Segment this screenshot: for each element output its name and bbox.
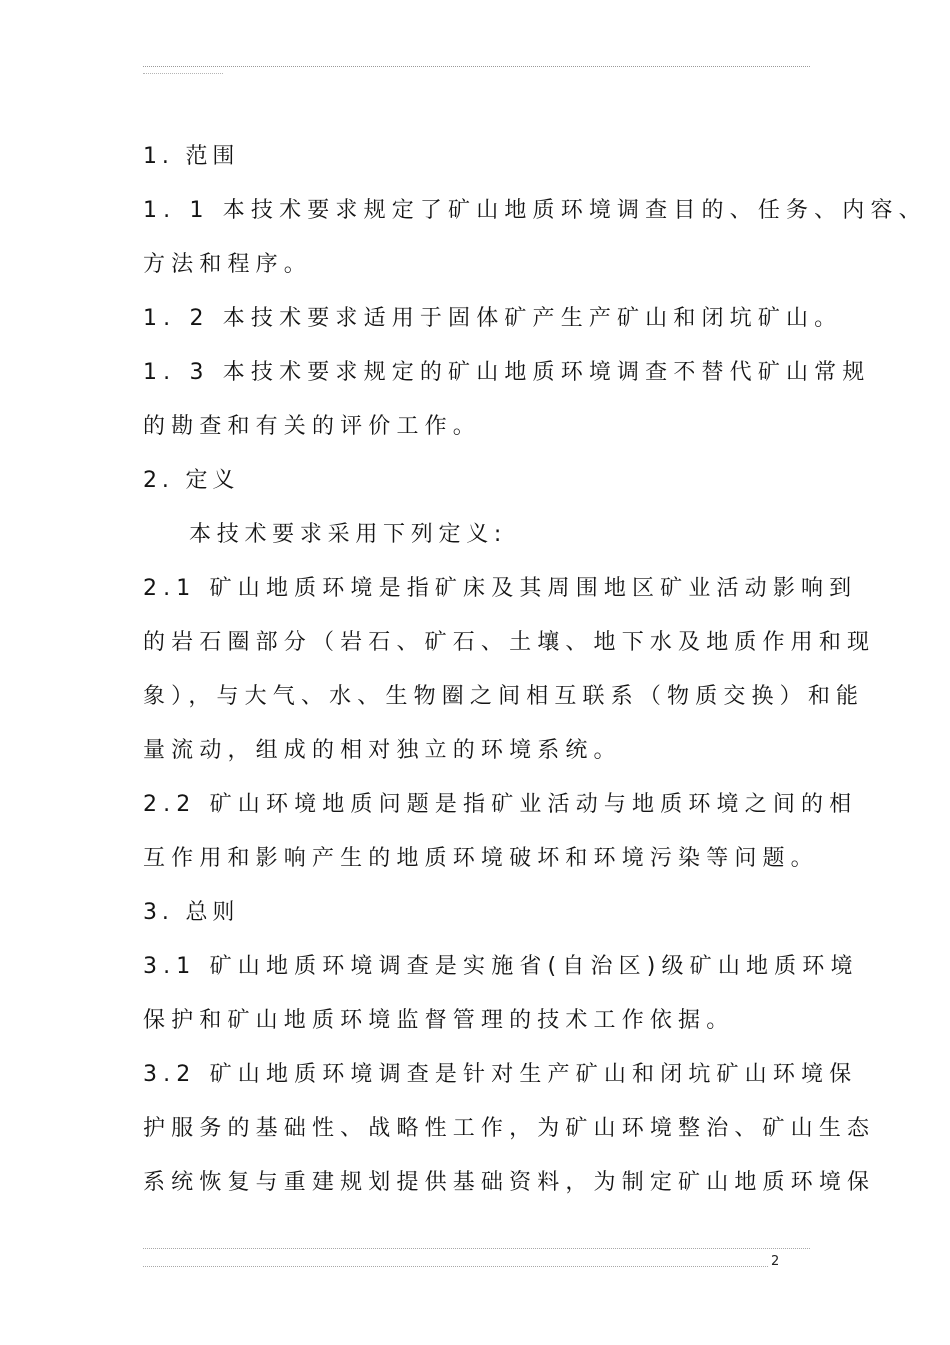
header-line-artifact: [143, 64, 810, 80]
paragraph-line: 3.2 矿山地质环境调查是针对生产矿山和闭坑矿山环境保: [143, 1062, 858, 1087]
footer-dotted-line: [143, 1248, 810, 1249]
section-heading-1: 1. 范围: [143, 144, 240, 169]
section-heading-2: 2. 定义: [143, 468, 240, 493]
paragraph-line: 的岩石圈部分（岩石、矿石、土壤、地下水及地质作用和现: [143, 630, 876, 655]
section-heading-3: 3. 总则: [143, 900, 240, 925]
paragraph-line: 1. 2 本技术要求适用于固体矿产生产矿山和闭坑矿山。: [143, 306, 843, 331]
footer-line-artifact: [143, 1240, 810, 1274]
paragraph-line: 2.2 矿山环境地质问题是指矿业活动与地质环境之间的相: [143, 792, 858, 817]
paragraph-line: 2.1 矿山地质环境是指矿床及其周围地区矿业活动影响到: [143, 576, 858, 601]
paragraph-line: 量流动，组成的相对独立的环境系统。: [143, 738, 622, 763]
paragraph-line: 互作用和影响产生的地质环境破坏和环境污染等问题。: [143, 846, 819, 871]
header-dotted-line-short: [143, 73, 223, 74]
page-number: 2: [771, 1254, 780, 1269]
paragraph-line: 的勘查和有关的评价工作。: [143, 414, 481, 439]
paragraph-line: 本技术要求采用下列定义:: [189, 522, 508, 547]
paragraph-line: 系统恢复与重建规划提供基础资料，为制定矿山地质环境保: [143, 1170, 876, 1195]
footer-dotted-line-lower: [143, 1266, 768, 1267]
header-dotted-line: [143, 66, 810, 67]
paragraph-line: 方法和程序。: [143, 252, 312, 277]
document-body: [143, 130, 927, 1210]
paragraph-line: 象），与大气、水、生物圈之间相互联系（物质交换）和能: [143, 684, 865, 709]
paragraph-line: 1. 3 本技术要求规定的矿山地质环境调查不替代矿山常规: [143, 360, 871, 385]
paragraph-line: 护服务的基础性、战略性工作，为矿山环境整治、矿山生态: [143, 1116, 876, 1141]
paragraph-line: 3.1 矿山地质环境调查是实施省(自治区)级矿山地质环境: [143, 954, 859, 979]
paragraph-line: 1. 1 本技术要求规定了矿山地质环境调查目的、任务、内容、: [143, 198, 927, 223]
paragraph-line: 保护和矿山地质环境监督管理的技术工作依据。: [143, 1008, 735, 1033]
